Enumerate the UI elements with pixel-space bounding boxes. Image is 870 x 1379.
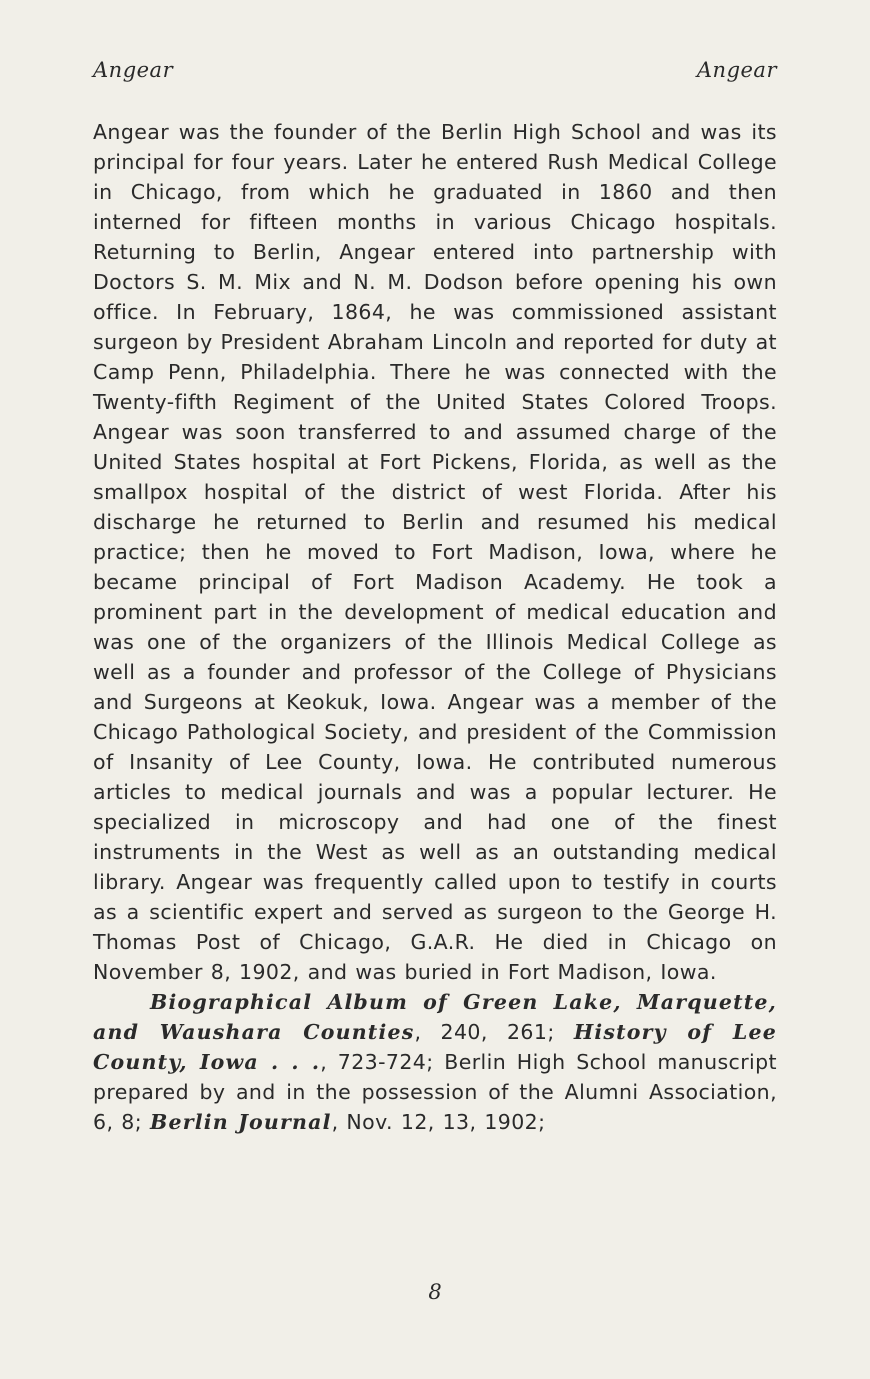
reference-title-history-lee-county: History of Lee County, Iowa . . . — [93, 1020, 778, 1074]
biography-text — [93, 117, 777, 1137]
running-head-right: Angear — [696, 58, 777, 82]
reference-pages-berlin-journal: , Nov. 12, 13, 1902; — [331, 1110, 546, 1134]
running-head-left: Angear — [93, 58, 174, 82]
reference-pages-biographical-album: , 240, 261; — [414, 1020, 574, 1044]
page-number: 8 — [428, 1280, 442, 1304]
references-paragraph — [93, 987, 777, 1137]
reference-title-berlin-journal: Berlin Journal — [149, 1110, 332, 1134]
reference-pages-history-lee-county: , 723-724; Berlin High School manuscript prepared by and in the possession of the Alumni Association, 6, 8; — [93, 1050, 777, 1134]
reference-title-biographical-album: Biographical Album of Green Lake, Marquette, and Waushara Counties — [93, 990, 777, 1044]
biography-paragraph: Angear was the founder of the Berlin High School and was its principal for four years. Later he entered Rush Medical College in Chicago, from which he graduated in 1860 and then interned for fifteen months in various Chicago hospitals. Returning to Berlin, Angear entered into partnership with Doctors S. M. Mix and N. M. Dodson before opening his own office. In February, 1864, he was commissioned assistant surgeon by President Abraham Lincoln and reported for duty at Camp Penn, Philadelphia. There he was connected with the Twenty-fifth Regiment of the United States Colored Troops. Angear was soon transferred to and assumed charge of the United States hospital at Fort Pickens, Florida, as well as the smallpox hospital of the district of west Florida. After his discharge he returned to Berlin and resumed his medical practice; then he moved to Fort Madison, Iowa, where he became principal of Fort Madison Academy. He took a prominent part in the development of medical education and was one of the organizers of the Illinois Medical College as well as a founder and professor of the College of Physicians and Surgeons at Keokuk, Iowa. Angear was a member of the Chicago Pathological Society, and president of the Commission of Insanity of Lee County, Iowa. He contributed numerous articles to medical journals and was a popular lecturer. He specialized in microscopy and had one of the finest instruments in the West as well as an outstanding medical library. Angear was frequently called upon to testify in courts as a scientific expert and served as surgeon to the George H. Thomas Post of Chicago, G.A.R. He died in Chicago on November 8, 1902, and was buried in Fort Madison, Iowa. — [93, 120, 777, 984]
